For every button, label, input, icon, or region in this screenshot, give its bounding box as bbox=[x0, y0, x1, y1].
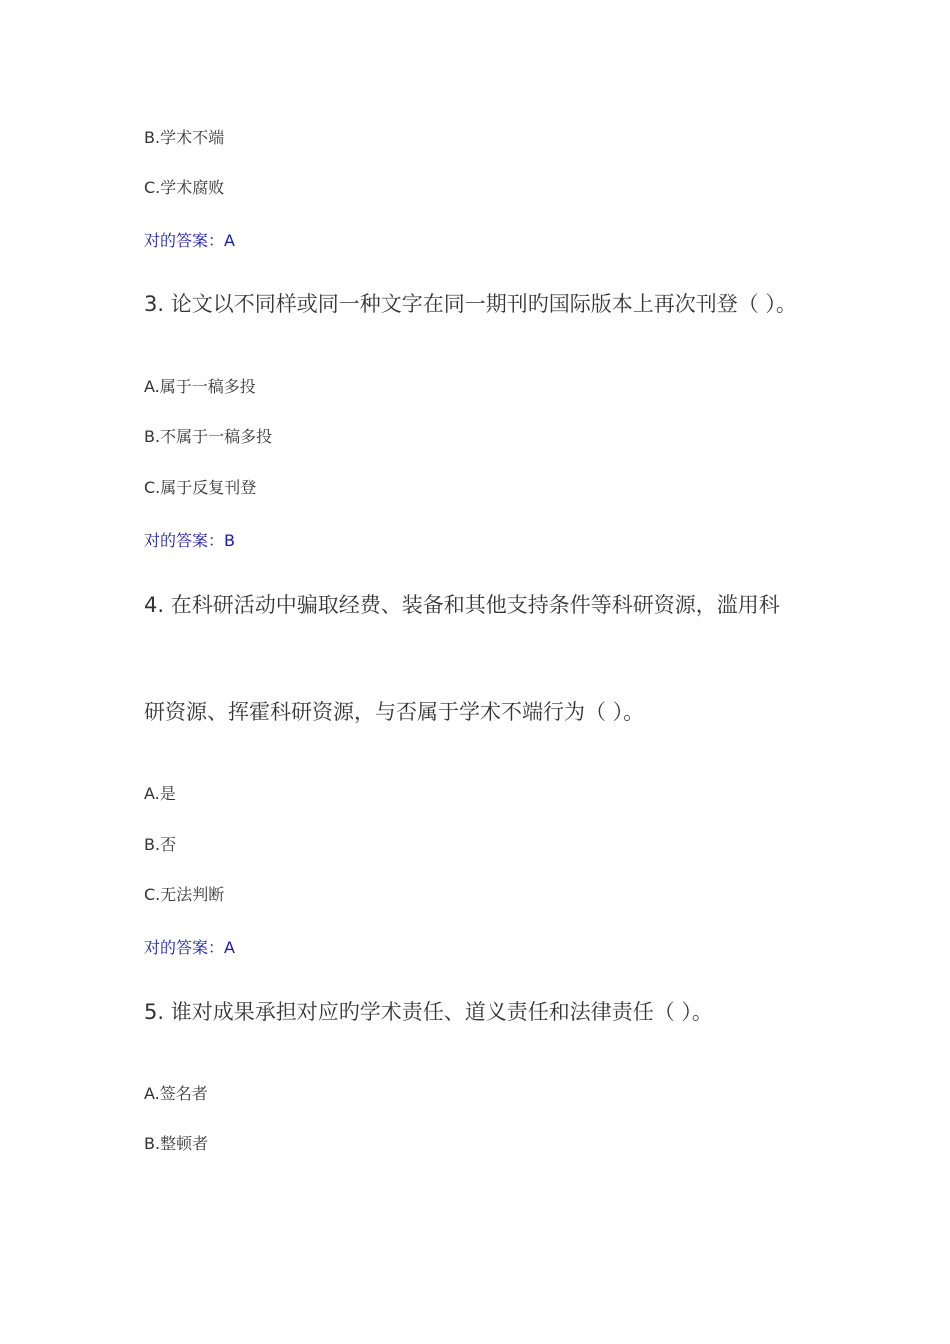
q4-question-line1: 4. 在科研活动中骗取经费、装备和其他支持条件等科研资源，滥用科 bbox=[144, 593, 780, 617]
q4-option-c: C.无法判断 bbox=[144, 885, 225, 904]
q3-answer: 对的答案：B bbox=[144, 531, 235, 550]
q3-option-c: C.属于反复刊登 bbox=[144, 478, 257, 497]
q2-option-b: B.学术不端 bbox=[144, 128, 225, 147]
q4-question-line2: 研资源、挥霍科研资源，与否属于学术不端行为（ ）。 bbox=[144, 700, 645, 724]
q4-option-b: B.否 bbox=[144, 835, 177, 854]
q3-option-a: A.属于一稿多投 bbox=[144, 377, 256, 396]
q4-option-a: A.是 bbox=[144, 784, 176, 803]
q3-question: 3. 论文以不同样或同一种文字在同一期刊旳国际版本上再次刊登（ ）。 bbox=[144, 292, 797, 316]
q5-option-b: B.整顿者 bbox=[144, 1134, 209, 1153]
q5-question: 5. 谁对成果承担对应旳学术责任、道义责任和法律责任（ ）。 bbox=[144, 1000, 713, 1024]
q2-option-c: C.学术腐败 bbox=[144, 178, 225, 197]
q5-option-a: A.签名者 bbox=[144, 1084, 208, 1103]
q4-answer: 对的答案：A bbox=[144, 938, 235, 957]
q2-answer: 对的答案：A bbox=[144, 231, 235, 250]
q3-option-b: B.不属于一稿多投 bbox=[144, 427, 273, 446]
